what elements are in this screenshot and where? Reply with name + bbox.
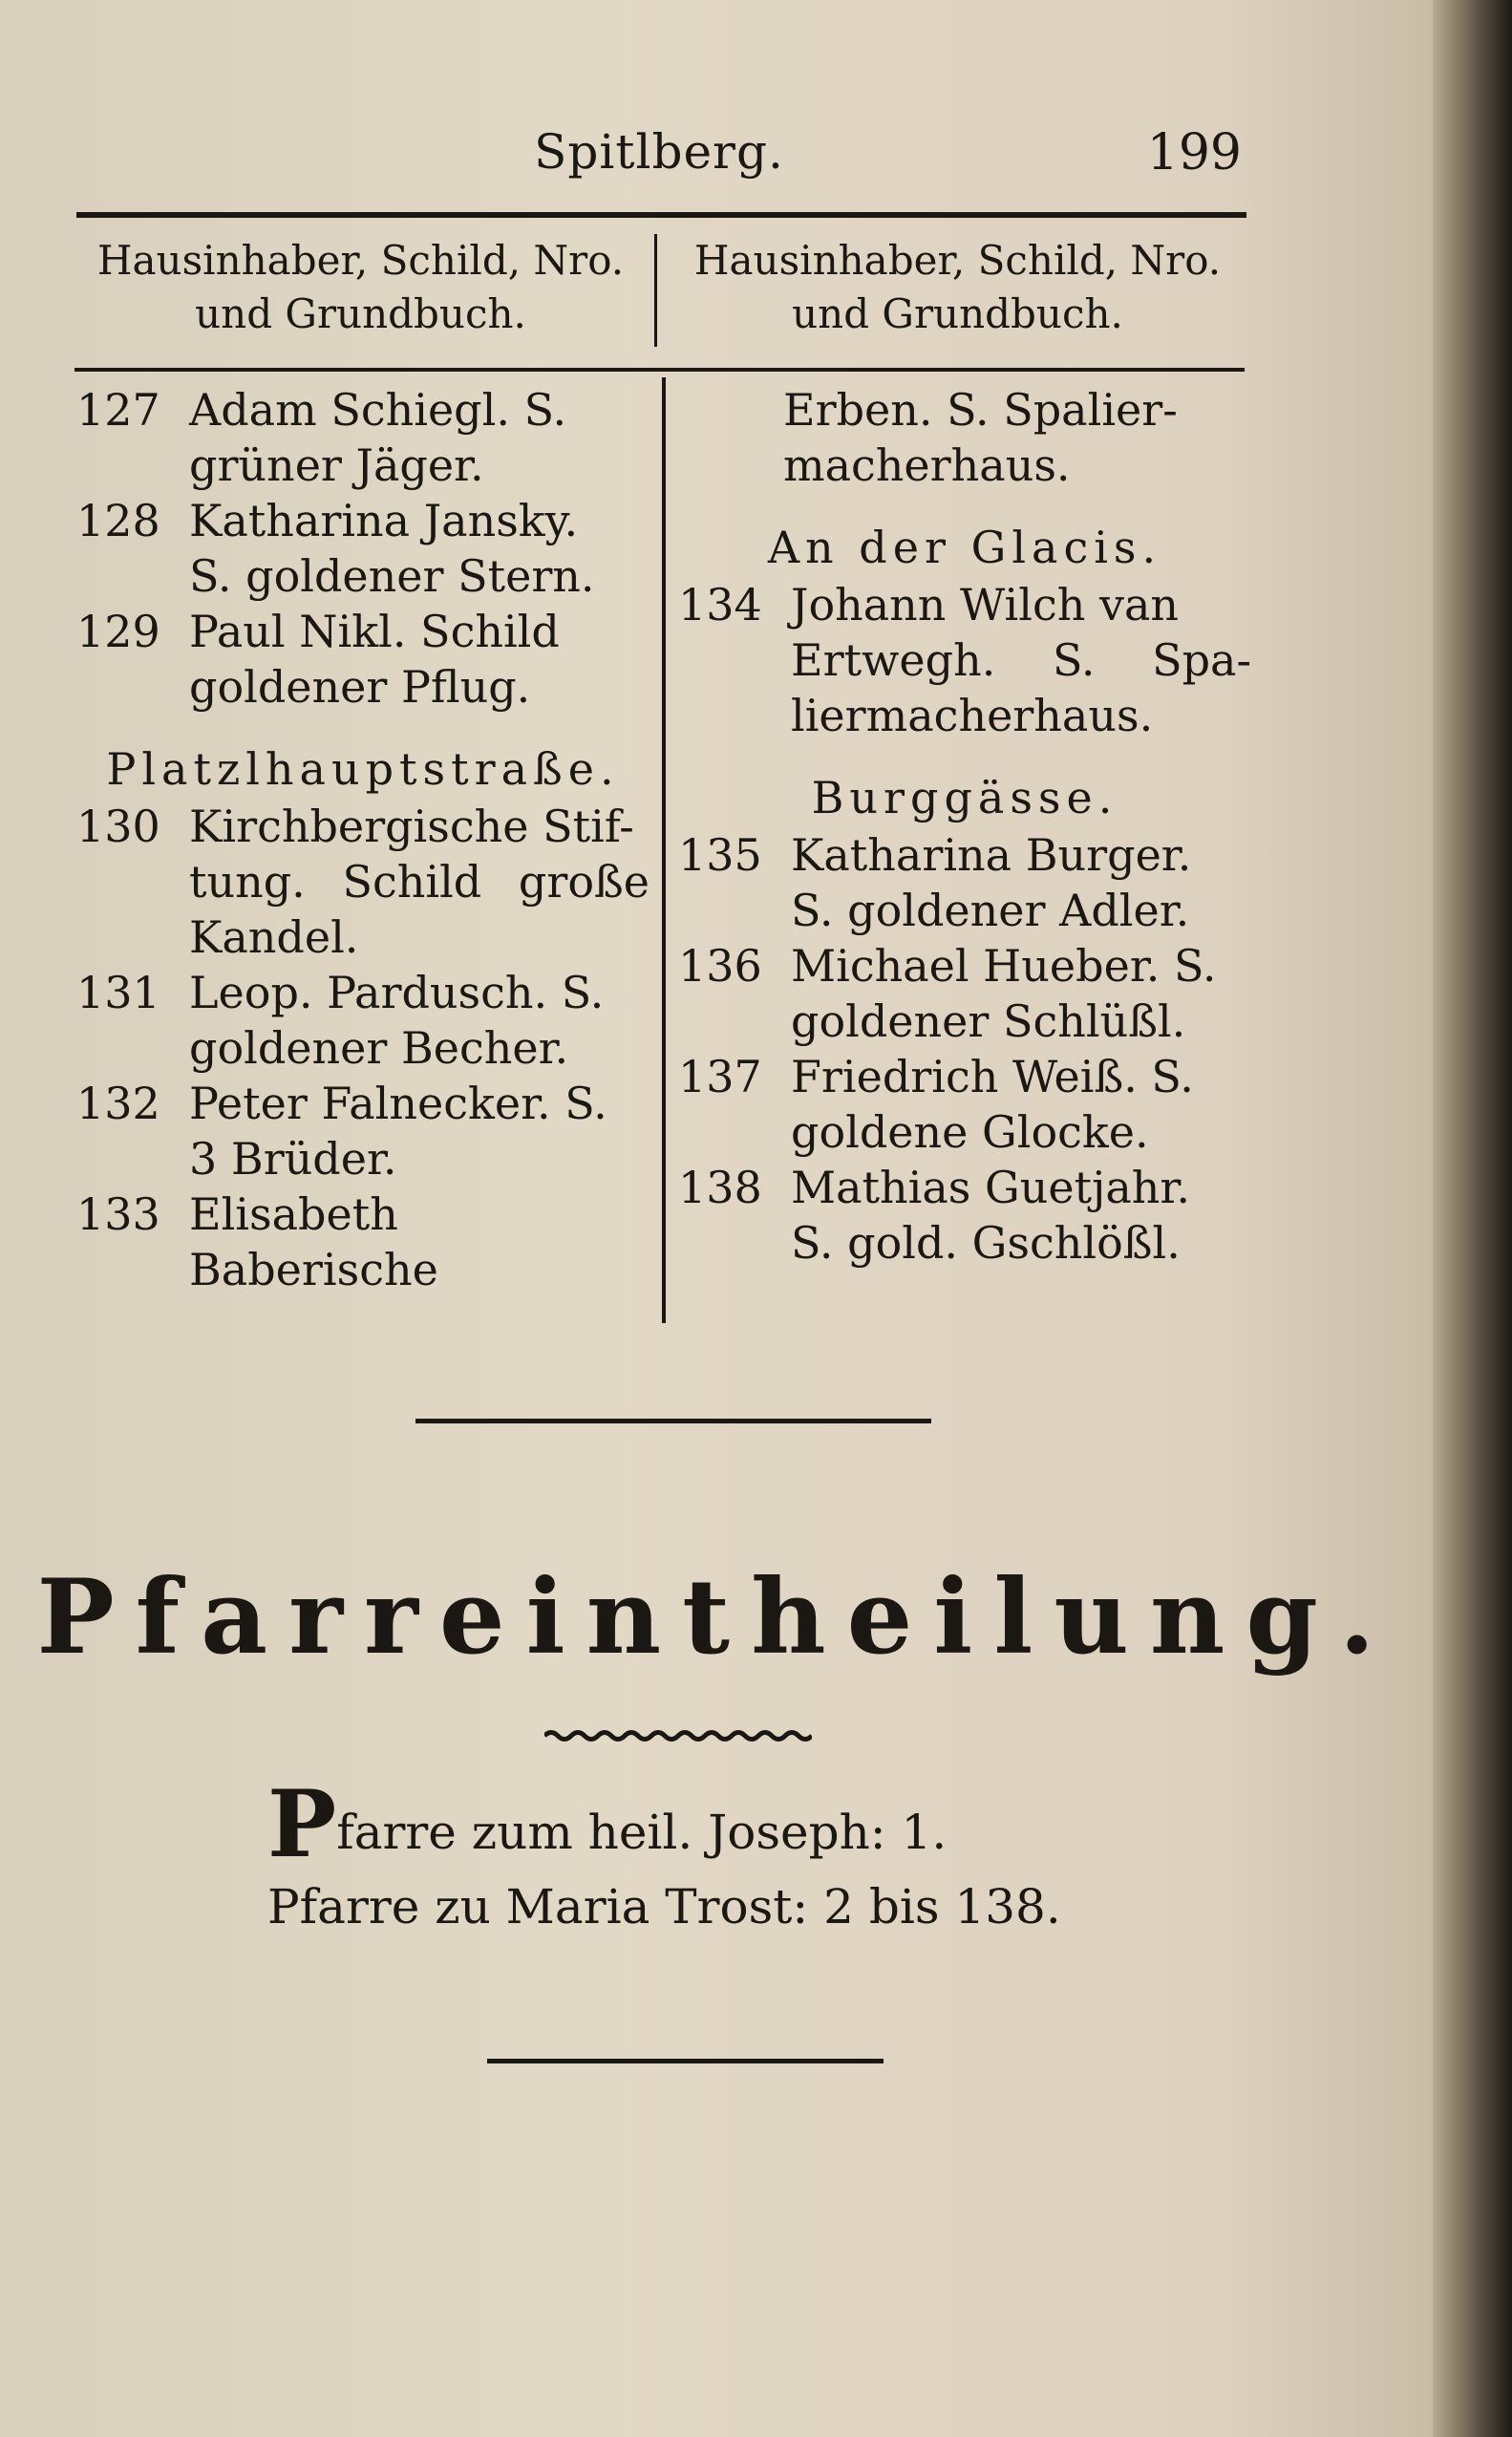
parish-line-text: farre zum heil. Joseph: 1. [336, 1805, 948, 1860]
house-number: 137 [678, 1051, 762, 1102]
entry-text: Katharina Burger. [791, 829, 1192, 881]
street-heading: An der Glacis. [767, 522, 1162, 573]
drop-cap: P [267, 1770, 337, 1878]
list-item [76, 1186, 650, 1297]
parish-line [267, 1770, 1175, 1878]
entry-continuation: grüner Jäger. [189, 439, 484, 491]
running-head-title: Spitlberg. [534, 124, 784, 180]
section-rule [415, 1419, 931, 1423]
entry-text: Paul Nikl. Schild [189, 606, 560, 657]
street-heading: Platzlhauptstraße. [106, 743, 620, 795]
header-divider [654, 234, 657, 347]
house-number: 131 [76, 967, 160, 1018]
list-item [678, 1160, 1251, 1215]
entry-text: Friedrich Weiß. S. [791, 1051, 1194, 1102]
parish-line: Pfarre zu Maria Trost: 2 bis 138. [267, 1879, 1061, 1935]
street-heading: Burggässe. [811, 772, 1118, 823]
list-item [678, 1049, 1251, 1104]
entry-text: Michael Hueber. S. [791, 940, 1217, 992]
column-header-right: Hausinhaber, Schild, Nro. und Grundbuch. [693, 237, 1222, 337]
list-item [76, 965, 650, 1020]
entry-continuation: tung. Schild große Kandel. [189, 856, 650, 963]
list-item [76, 799, 650, 854]
left-column [76, 382, 650, 1297]
entry-continuation: goldener Schlüßl. [791, 995, 1186, 1047]
running-head [76, 124, 1242, 201]
entry-continuation: 3 Brüder. [189, 1133, 397, 1185]
house-number: 127 [76, 384, 160, 436]
list-item [678, 577, 1251, 632]
list-item [76, 604, 650, 659]
page-number: 199 [1146, 124, 1242, 182]
entry-continuation: S. gold. Gschlößl. [791, 1217, 1181, 1269]
entry-text: Elisabeth Baberische [189, 1188, 438, 1295]
house-number: 136 [678, 940, 762, 992]
entry-continuation: goldener Pflug. [189, 661, 531, 713]
list-item [678, 827, 1251, 883]
header-rule [76, 212, 1246, 218]
column-divider [662, 377, 666, 1323]
column-header-left: Hausinhaber, Schild, Nro. und Grundbuch. [96, 237, 625, 337]
closing-rule [487, 2059, 884, 2063]
entry-text: Peter Falnecker. S. [189, 1078, 607, 1129]
house-number: 133 [76, 1188, 160, 1240]
entry-text: Kirchbergische Stif- [189, 801, 634, 852]
house-number: 132 [76, 1078, 160, 1129]
entry-continuation: Erben. S. Spalier-macherhaus. [783, 384, 1178, 491]
entry-text: Johann Wilch van [791, 579, 1180, 631]
right-column [678, 382, 1251, 1271]
entry-continuation: goldener Becher. [189, 1022, 569, 1074]
list-item [76, 493, 650, 548]
list-item [76, 1076, 650, 1131]
house-number: 134 [678, 579, 762, 631]
entry-text: Adam Schiegl. S. [189, 384, 567, 436]
entry-text: Mathias Guetjahr. [791, 1162, 1190, 1213]
column-header-rule [75, 368, 1245, 372]
book-edge [1433, 0, 1512, 2437]
entry-text: Leop. Pardusch. S. [189, 967, 605, 1018]
house-number: 135 [678, 829, 762, 881]
entry-continuation: goldene Glocke. [791, 1106, 1149, 1158]
house-number: 128 [76, 495, 160, 546]
list-item [76, 382, 650, 438]
section-title: Pfarreintheilung. [36, 1557, 1396, 1678]
house-number: 129 [76, 606, 160, 657]
ornamental-rule [544, 1729, 812, 1742]
entry-continuation: Ertwegh. S. Spa-liermacherhaus. [791, 634, 1251, 741]
entry-continuation: S. goldener Adler. [791, 885, 1190, 936]
house-number: 138 [678, 1162, 762, 1213]
list-item [678, 938, 1251, 994]
entry-continuation: S. goldener Stern. [189, 550, 595, 602]
entry-text: Katharina Jansky. [189, 495, 579, 546]
parish-list [267, 1770, 1175, 1944]
house-number: 130 [76, 801, 160, 852]
